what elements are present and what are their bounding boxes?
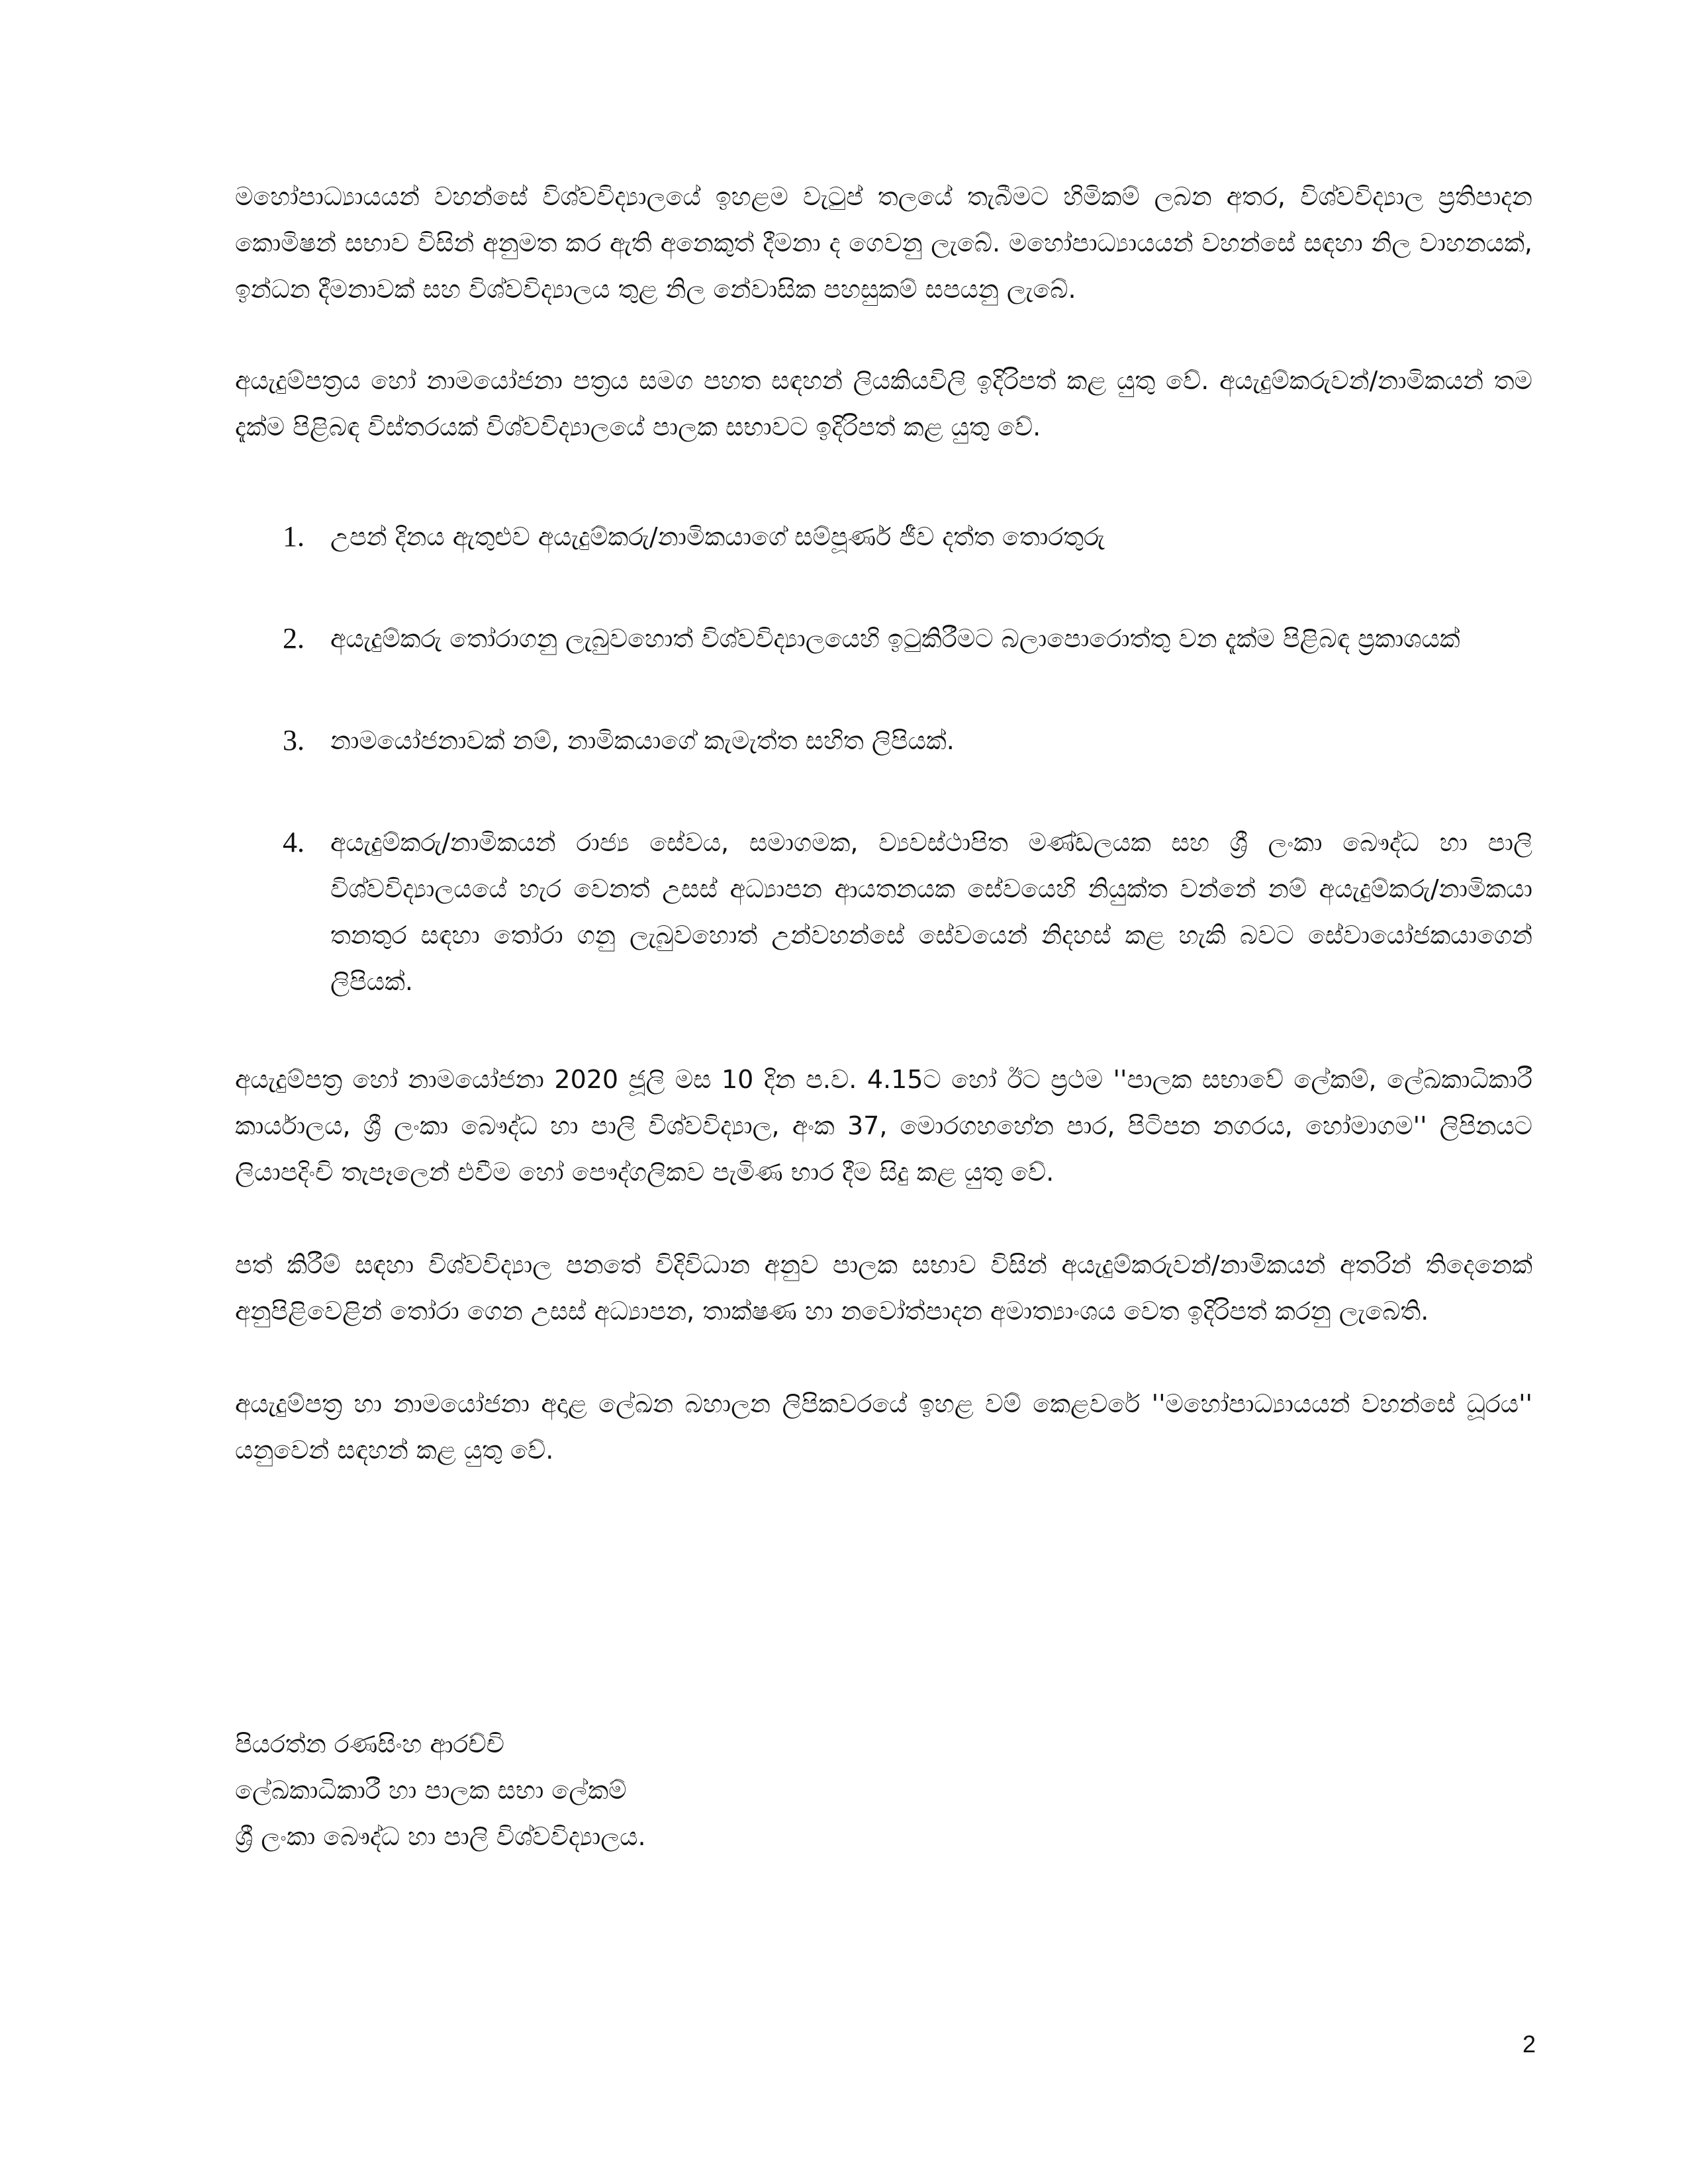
list-item-number: 4. bbox=[283, 826, 305, 858]
list-item-number: 1. bbox=[283, 520, 305, 553]
list-item bbox=[235, 717, 1532, 764]
list-item-text: අයැදුම්කරු තෝරාගනු ලැබුවහොත් විශ්වවිද්‍යාලයෙහි ඉටුකිරීමට බලාපොරොත්තු වන දැක්ම පිළිබඳ ප්‍රකාශයක් bbox=[330, 624, 1460, 653]
list-item bbox=[235, 514, 1532, 560]
required-documents-list bbox=[235, 514, 1532, 1005]
list-item-number: 2. bbox=[283, 622, 305, 655]
list-item-text: නාමයෝජනාවක් නම්, නාමිකයාගේ කැමැත්ත සහිත ලිපියක්. bbox=[330, 726, 955, 755]
list-item bbox=[235, 819, 1532, 1005]
paragraph-submission-deadline: අයැදුම්පත්‍ර හෝ නාමයෝජනා 2020 ජූලි මස 10 දින ප.ව. 4.15ට හෝ ඊට ප්‍රථම ''පාලක සභාවේ ලේකම්, ලේඛකාධිකාරී කාර්යාලය, ශ්‍රී ලංකා බෞද්ධ හා පාලි විශ්වවිද්‍යාල, අංක 37, මොරගහහේන පාර, පිටිපන නගරය, හෝමාගම'' ලිපිනයට ලියාපදිංචි තැපෑලෙන් එවීම හෝ පෞද්ගලිකව පැමිණ භාර දීම සිදු කළ යුතු වේ. bbox=[235, 1065, 1532, 1187]
paragraph-selection-process: පත් කිරීම් සඳහා විශ්වවිද්‍යාල පනතේ විදිවිධාන අනුව පාලක සභාව විසින් අයැදුම්කරුවන්/නාමිකයන් අතරින් තිදෙනෙක් අනුපිළිවෙළින් තෝරා ගෙන උසස් අධ්‍යාපන, තාක්ෂණ හා නවෝත්පාදන අමාත්‍යාංශය වෙත ඉදිරිපත් කරනු ලැබෙති. bbox=[235, 1250, 1532, 1326]
signatory-institution: ශ්‍රී ලංකා බෞද්ධ හා පාලි විශ්වවිද්‍යාලය. bbox=[235, 1822, 646, 1851]
list-item-text: උපන් දිනය ඇතුළුව අයැදුම්කරු/නාමිකයාගේ සම්පූර්ණ ජීව දත්ත තොරතුරු bbox=[330, 522, 1105, 551]
paragraph-envelope-instruction: අයැදුම්පත්‍ර හා නාමයෝජනා අදාළ ලේඛන බහාලන ලිපිකවරයේ ඉහළ වම් කෙළවරේ ''මහෝපාධ්‍යායයන් වහන්සේ ධූරය'' යනුවෙන් සඳහන් කළ යුතු වේ. bbox=[235, 1389, 1532, 1465]
paragraph-benefits: මහෝපාධ්‍යායයන් වහන්සේ විශ්වවිද්‍යාලයේ ඉහළම වැටුප් තලයේ තැබීමට හිමිකම් ලබන අතර, විශ්වවිද්‍යාල ප්‍රතිපාදන කොමිෂන් සභාව විසින් අනුමත කර ඇති අනෙකුත් දීමනා ද ගෙවනු ලැබේ. මහෝපාධ්‍යායයන් වහන්සේ සඳහා නිල වාහනයක්, ඉන්ධන දීමනාවක් සහ විශ්වවිද්‍යාලය තුළ නිල නේවාසික පහසුකම් සපයනු ලැබේ. bbox=[235, 182, 1532, 304]
list-item-text: අයැදුම්කරු/නාමිකයන් රාජ්‍ය සේවය, සමාගමක, ව්‍යවස්ථාපිත මණ්ඩලයක සහ ශ්‍රී ලංකා බෞද්ධ හා පාලි විශ්වවිද්‍යාලයයේ හැර වෙනත් උසස් අධ්‍යාපන ආයතනයක සේවයෙහි නියුක්ත වන්නේ නම් අයැදුම්කරු/නාමිකයා තනතුර සඳහා තෝරා ගනු ලැබුවහොත් උන්වහන්සේ සේවයෙන් නිදහස් කළ හැකි බවට සේවායෝජකයාගෙන් ලිපියක්. bbox=[330, 828, 1532, 996]
signatory-name: පියරත්න රණසිංහ ආරච්චි bbox=[235, 1729, 505, 1758]
paragraph-required-documents: අයැදුම්පත්‍රය හෝ නාමයෝජනා පත්‍රය සමග පහත සඳහන් ලියකියවිලි ඉදිරිපත් කළ යුතු වේ. අයැදුම්කරුවන්/නාමිකයන් තම දැක්ම පිළිබඳ විස්තරයක් විශ්වවිද්‍යාලයේ පාලක සභාවට ඉදිරිපත් කළ යුතු වේ. bbox=[235, 366, 1532, 441]
list-item bbox=[235, 615, 1532, 662]
page-number: 2 bbox=[1522, 2030, 1536, 2058]
signatory-title: ලේඛකාධිකාරී හා පාලක සභා ලේකම් bbox=[235, 1776, 627, 1805]
signature-block bbox=[235, 1721, 646, 1860]
list-item-number: 3. bbox=[283, 724, 305, 756]
document-page bbox=[235, 173, 1532, 2093]
